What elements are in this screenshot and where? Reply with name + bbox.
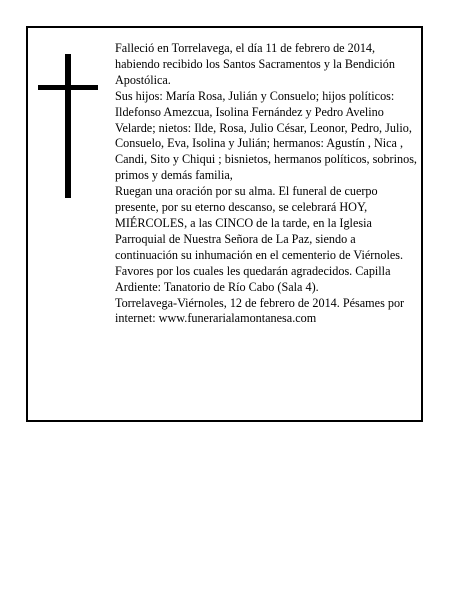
notice-text xyxy=(115,41,417,327)
obituary-notice xyxy=(26,26,423,422)
cross-vertical-bar xyxy=(65,54,71,198)
family-members-paragraph: Sus hijos: María Rosa, Julián y Consuelo; hijos políticos: Ildefonso Amezcua, Isolina Fernández y Pedro Avelino Velarde; nietos: Ilde, Rosa, Julio César, Leonor, Pedro, Julio, Consuelo, Eva, Isolina y Julián; hermanos: Agustín , Nica , Candi, Sito y Chiqui ; bisnietos, hermanos políticos, sobrinos, primos y demás familia, xyxy=(115,88,417,183)
death-announcement-paragraph: Falleció en Torrelavega, el día 11 de febrero de 2014, habiendo recibido los Santos Sacramentos y la Bendición Apostólica. xyxy=(115,41,395,87)
date-and-condolences-paragraph: Torrelavega-Viérnoles, 12 de febrero de 2014. Pésames por internet: www.funerarialamontanesa.com xyxy=(115,295,405,326)
funeral-details-paragraph: Ruegan una oración por su alma. El funeral de cuerpo presente, por su eterno descanso, se celebrará HOY, MIÉRCOLES, a las CINCO de la tarde, en la Iglesia Parroquial de Nuestra Señora de La Paz, siendo a continuación su inhumación en el cementerio de Viérnoles. Favores por los cuales les quedarán agradecidos. Capilla Ardiente: Tanatorio de Río Cabo (Sala 4). xyxy=(115,184,404,294)
cross-horizontal-bar xyxy=(38,85,98,90)
cross-icon xyxy=(38,54,98,198)
